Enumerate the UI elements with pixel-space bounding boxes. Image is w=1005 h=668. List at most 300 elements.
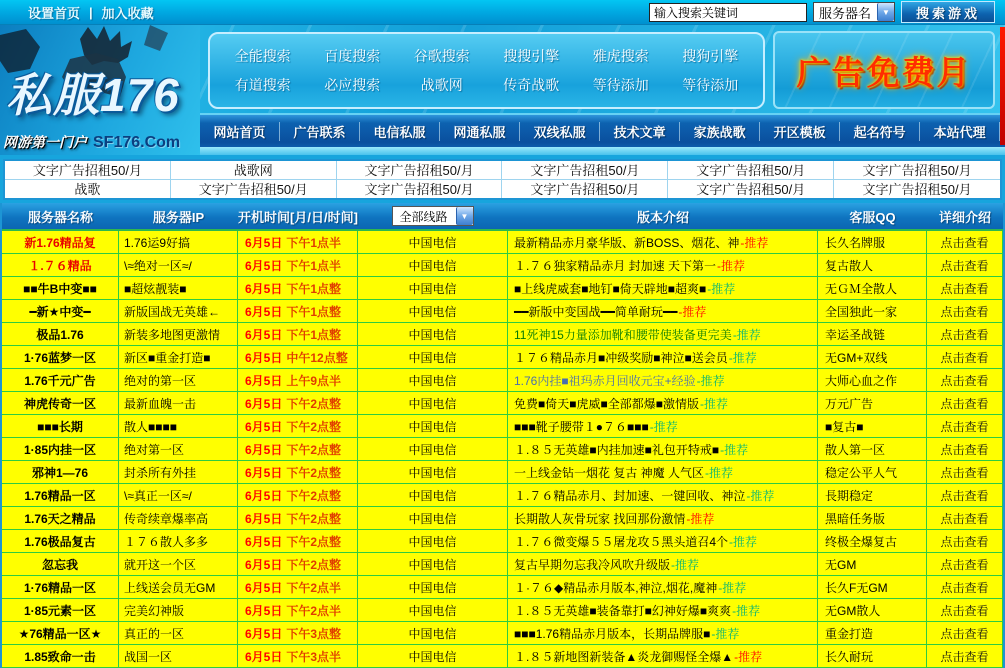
open-date: 6月5日 (245, 534, 283, 549)
text-ad-link[interactable]: 战歌 (5, 180, 171, 199)
service-qq: 重金打造 (818, 622, 927, 644)
server-name-link[interactable]: ━新★中变━ (2, 300, 119, 322)
open-date: 6月5日 (245, 304, 283, 319)
open-date: 6月5日 (245, 626, 283, 641)
open-date: 6月5日 (245, 258, 283, 273)
service-qq: 终极全爆复古 (818, 530, 927, 552)
open-clock: 下午1点半 (286, 235, 342, 250)
open-time (238, 323, 358, 345)
topbar-links (28, 3, 154, 22)
server-version (508, 346, 818, 368)
server-name-link[interactable]: ■■牛B中变■■ (2, 277, 119, 299)
col-header-line (358, 206, 508, 226)
server-name-link[interactable]: 1.76精品一区 (2, 484, 119, 506)
recommend-tag: -推荐 (686, 511, 715, 526)
version-text: 1.76内挂■祖玛赤月回收元宝+经验 (514, 373, 696, 388)
server-ip: 就开这一个区 (119, 553, 238, 575)
server-line: 中国电信 (358, 461, 508, 483)
text-ad-link[interactable]: 文字广告招租50/月 (502, 180, 668, 199)
server-version (508, 530, 818, 552)
service-qq: 长久耐玩 (818, 645, 927, 667)
version-text: ━━新版中变国战━━简单耐玩━━ (514, 304, 678, 319)
table-row (2, 323, 1003, 346)
recommend-tag: -推荐 (700, 396, 728, 411)
text-ad-link[interactable]: 文字广告招租50/月 (337, 161, 503, 180)
recommend-tag: -推荐 (711, 626, 740, 641)
version-text: ■上线虎威套■地钉■倚天辟地■超爽■ (514, 281, 707, 296)
text-ad-grid (3, 159, 1002, 200)
server-name-link[interactable]: 极品1.76 (2, 323, 119, 345)
open-clock: 下午1点整 (286, 304, 342, 319)
detail-link[interactable]: 点击查看 (927, 438, 1003, 460)
server-line: 中国电信 (358, 507, 508, 529)
version-text: １.８５新地图新装备▲炎龙御赐怪全爆▲ (514, 649, 734, 664)
version-text: 11死神15力量添加靴和腰带使装备更完美 (514, 327, 732, 342)
red-edge-strip (1000, 27, 1005, 145)
recommend-tag: -推荐 (734, 649, 763, 664)
server-line: 中国电信 (358, 576, 508, 598)
text-ad-link[interactable]: 文字广告招租50/月 (834, 161, 1000, 180)
open-date: 6月5日 (245, 603, 283, 618)
open-clock: 下午2点整 (286, 511, 342, 526)
table-row (2, 369, 1003, 392)
server-version (508, 484, 818, 506)
server-line: 中国电信 (358, 346, 508, 368)
server-version (508, 369, 818, 391)
service-qq: 无GM散人 (818, 599, 927, 621)
detail-link[interactable]: 点击查看 (927, 392, 1003, 414)
line-filter-value: 全部线路 (399, 209, 448, 224)
server-line: 中国电信 (358, 530, 508, 552)
table-row (2, 576, 1003, 599)
open-clock: 下午2点整 (286, 488, 342, 503)
search-links-panel (208, 32, 765, 109)
topbar-search (649, 1, 999, 23)
server-name-link[interactable]: 新1.76精品复 (2, 231, 119, 253)
line-filter-select[interactable] (392, 206, 473, 226)
recommend-tag: -推荐 (696, 373, 725, 388)
server-ip: 完美幻神版 (119, 599, 238, 621)
text-ad-link[interactable]: 文字广告招租50/月 (5, 161, 171, 180)
server-name-link[interactable]: 邪神1—76 (2, 461, 119, 483)
open-time (238, 507, 358, 529)
service-qq: 散人第一区 (818, 438, 927, 460)
open-time (238, 277, 358, 299)
table-row (2, 415, 1003, 438)
detail-link[interactable]: 点击查看 (927, 323, 1003, 345)
table-row (2, 438, 1003, 461)
search-link[interactable]: 搜搜引擎 (503, 48, 560, 64)
server-version (508, 438, 818, 460)
server-line: 中国电信 (358, 369, 508, 391)
service-qq: 幸运圣战链 (818, 323, 927, 345)
version-text: 免费■倚天■虎威■全部都爆■激情版 (514, 396, 699, 411)
search-link[interactable]: 等待添加 (592, 77, 649, 93)
open-clock: 下午2点整 (286, 557, 342, 572)
server-version (508, 231, 818, 253)
server-line: 中国电信 (358, 277, 508, 299)
server-ip: ■超炫靓装■ (119, 277, 238, 299)
open-date: 6月5日 (245, 350, 283, 365)
service-qq: 无ＧＭ全散人 (818, 277, 927, 299)
detail-link[interactable]: 点击查看 (927, 346, 1003, 368)
server-line: 中国电信 (358, 323, 508, 345)
detail-link[interactable]: 点击查看 (927, 254, 1003, 276)
table-row (2, 231, 1003, 254)
open-date: 6月5日 (245, 465, 283, 480)
server-name-link[interactable]: 1.76极品复古 (2, 530, 119, 552)
server-ip: 真正的一区 (119, 622, 238, 644)
header-right (200, 25, 1005, 155)
open-date: 6月5日 (245, 235, 283, 250)
nav-substrip (200, 147, 1005, 155)
nav-link[interactable]: 起名符号 (840, 122, 920, 141)
server-table-header (2, 203, 1003, 231)
server-ip: 散人■■■■ (119, 415, 238, 437)
table-row (2, 461, 1003, 484)
table-row (2, 507, 1003, 530)
server-line: 中国电信 (358, 484, 508, 506)
server-version (508, 507, 818, 529)
header (0, 25, 1005, 155)
server-version (508, 323, 818, 345)
open-time (238, 231, 358, 253)
detail-link[interactable]: 点击查看 (927, 277, 1003, 299)
server-name-link[interactable]: １.７６精品 (2, 254, 119, 276)
open-date: 6月5日 (245, 327, 283, 342)
version-text: １.７６精品赤月、封加速、一键回收、神泣 (514, 488, 746, 503)
search-link[interactable]: 必应搜索 (324, 77, 381, 93)
open-date: 6月5日 (245, 580, 283, 595)
detail-link[interactable]: 点击查看 (927, 300, 1003, 322)
server-ip: \≈真正一区≈/ (119, 484, 238, 506)
detail-link[interactable]: 点击查看 (927, 507, 1003, 529)
server-ip: \≈绝对一区≈/ (119, 254, 238, 276)
open-clock: 下午2点整 (286, 442, 342, 457)
service-qq: 黑暗任务版 (818, 507, 927, 529)
detail-link[interactable]: 点击查看 (927, 415, 1003, 437)
server-name-link[interactable]: 1·76精品一区 (2, 576, 119, 598)
server-line: 中国电信 (358, 415, 508, 437)
text-ad-link[interactable]: 文字广告招租50/月 (171, 180, 337, 199)
recommend-tag: -推荐 (718, 580, 747, 595)
table-row (2, 645, 1003, 668)
open-time (238, 300, 358, 322)
search-links-row1 (218, 46, 755, 66)
server-line: 中国电信 (358, 599, 508, 621)
detail-link[interactable]: 点击查看 (927, 530, 1003, 552)
server-ip: 绝对第一区 (119, 438, 238, 460)
col-header-time: 开机时间[月/日/时间] (238, 209, 358, 225)
open-time (238, 438, 358, 460)
service-qq: ■复古■ (818, 415, 927, 437)
service-qq: 长久名牌服 (818, 231, 927, 253)
logo-bottom (3, 132, 180, 152)
server-ip: 传奇续章爆率高 (119, 507, 238, 529)
open-date: 6月5日 (245, 373, 283, 388)
recommend-tag: -推荐 (720, 442, 749, 457)
server-version (508, 553, 818, 575)
nav-link[interactable]: 开区模板 (760, 122, 840, 141)
open-clock: 下午1点整 (286, 281, 342, 296)
table-row (2, 254, 1003, 277)
col-header-detail: 详细介绍 (938, 209, 991, 225)
col-header-name: 服务器名称 (27, 209, 93, 225)
table-row (2, 599, 1003, 622)
version-text: 长期散人灰骨玩家 找回那份激情 (514, 511, 686, 526)
recommend-tag: -推荐 (732, 603, 761, 618)
server-line: 中国电信 (358, 231, 508, 253)
server-ip: 1.76运9好搞 (119, 231, 238, 253)
table-row (2, 392, 1003, 415)
version-text: 最新精品赤月豪华版、新BOSS、烟花、神 (514, 235, 740, 250)
site-logo[interactable] (0, 25, 200, 155)
server-name-link[interactable]: 1·85内挂一区 (2, 438, 119, 460)
server-version (508, 576, 818, 598)
server-name-link[interactable]: 神虎传奇一区 (2, 392, 119, 414)
open-time (238, 622, 358, 644)
topbar (0, 0, 1005, 25)
server-table-body (2, 231, 1003, 668)
server-version (508, 461, 818, 483)
table-row (2, 622, 1003, 645)
detail-link[interactable]: 点击查看 (927, 576, 1003, 598)
service-qq: 全国独此一家 (818, 300, 927, 322)
server-version (508, 392, 818, 414)
detail-link[interactable]: 点击查看 (927, 645, 1003, 667)
logo-domain: SF176.Com (93, 134, 181, 151)
topbar-separator: | (89, 4, 93, 20)
detail-link[interactable]: 点击查看 (927, 231, 1003, 253)
detail-link[interactable]: 点击查看 (927, 599, 1003, 621)
chevron-down-icon[interactable]: ▼ (877, 3, 894, 21)
open-time (238, 576, 358, 598)
open-clock: 下午2点半 (286, 603, 342, 618)
text-ad-link[interactable]: 文字广告招租50/月 (862, 182, 972, 198)
text-ad-link[interactable]: 文字广告招租50/月 (502, 161, 668, 180)
open-time (238, 645, 358, 667)
service-qq: 长久F无GM (818, 576, 927, 598)
open-time (238, 461, 358, 483)
recommend-tag: -推荐 (705, 465, 734, 480)
version-text: １.７６微变爆５５屠龙攻５黑头道召4个 (514, 534, 729, 549)
server-ip: 绝对的第一区 (119, 369, 238, 391)
detail-link[interactable]: 点击查看 (927, 553, 1003, 575)
detail-link[interactable]: 点击查看 (927, 622, 1003, 644)
search-link[interactable]: 传奇战歌 (503, 77, 560, 93)
search-link[interactable]: 雅虎搜索 (592, 48, 649, 64)
open-time (238, 415, 358, 437)
nav-link[interactable]: 技术文章 (600, 122, 680, 141)
server-ip: 战国一区 (119, 645, 238, 667)
recommend-tag: -推荐 (729, 534, 758, 549)
server-version (508, 300, 818, 322)
open-clock: 下午2点整 (286, 465, 342, 480)
server-line: 中国电信 (358, 622, 508, 644)
search-type-select[interactable] (813, 2, 895, 22)
search-type-value: 服务器名 (818, 5, 871, 21)
nav-link[interactable]: 广告联系 (280, 122, 360, 141)
main-nav (200, 113, 1005, 147)
set-homepage-link[interactable]: 设置首页 (28, 5, 81, 21)
service-qq: 万元广告 (818, 392, 927, 414)
detail-link[interactable]: 点击查看 (927, 369, 1003, 391)
open-time (238, 530, 358, 552)
table-row (2, 553, 1003, 576)
open-date: 6月5日 (245, 649, 283, 664)
detail-link[interactable]: 点击查看 (927, 461, 1003, 483)
recommend-tag: -推荐 (707, 281, 736, 296)
detail-link[interactable]: 点击查看 (927, 484, 1003, 506)
text-ad-link[interactable]: 文字广告招租50/月 (337, 180, 503, 199)
search-link[interactable]: 谷歌搜索 (413, 48, 470, 64)
open-clock: 上午9点半 (286, 373, 342, 388)
open-date: 6月5日 (245, 396, 283, 411)
server-name-link[interactable]: 1.76千元广告 (2, 369, 119, 391)
server-name-link[interactable]: 1.76天之精品 (2, 507, 119, 529)
text-ad-link[interactable]: 文字广告招租50/月 (668, 161, 834, 180)
version-text: １.８５无英雄■装备靠打■幻神好爆■爽爽 (514, 603, 732, 618)
server-version (508, 645, 818, 667)
recommend-tag: -推荐 (678, 304, 707, 319)
open-clock: 下午2点整 (286, 534, 342, 549)
server-version (508, 599, 818, 621)
nav-link[interactable]: 网站首页 (200, 122, 280, 141)
nav-link[interactable]: 家族战歌 (680, 122, 760, 141)
server-name-link[interactable]: 1·85元素一区 (2, 599, 119, 621)
server-ip: 最新血魄一击 (119, 392, 238, 414)
table-row (2, 277, 1003, 300)
server-ip: １７６散人多多 (119, 530, 238, 552)
recommend-tag: -推荐 (732, 327, 761, 342)
chevron-down-icon[interactable]: ▼ (456, 207, 473, 225)
version-text: １７６精品赤月■冲级奖励■神泣■送会员 (514, 350, 728, 365)
logo-title: 私服176 (6, 69, 180, 121)
server-version (508, 254, 818, 276)
service-qq: 稳定公平人气 (818, 461, 927, 483)
server-name-link[interactable]: 忽忘我 (2, 553, 119, 575)
open-clock: 下午1点半 (286, 258, 342, 273)
version-text: 复古早期勿忘我冷风吹升级版 (514, 557, 671, 572)
nav-link[interactable]: 网通私服 (440, 122, 520, 141)
search-input[interactable] (649, 3, 807, 22)
open-time (238, 346, 358, 368)
recommend-tag: -推荐 (740, 235, 769, 250)
table-row (2, 530, 1003, 553)
col-header-version: 版本介绍 (636, 209, 689, 225)
header-top (200, 25, 1005, 113)
ad-banner-text: 广告免费月 (796, 53, 972, 91)
recommend-tag: -推荐 (717, 258, 746, 273)
text-ad-link[interactable]: 战歌网 (171, 161, 337, 180)
search-link[interactable]: 搜狗引擎 (682, 48, 739, 64)
open-time (238, 254, 358, 276)
server-ip: 新装多地图更激情 (119, 323, 238, 345)
open-clock: 下午3点整 (286, 626, 342, 641)
search-game-button[interactable]: 搜索游戏 (901, 1, 995, 23)
version-text: ■■■1.76精品赤月版本，长期品牌服■ (514, 626, 711, 641)
search-link[interactable]: 有道搜索 (234, 77, 291, 93)
nav-link[interactable]: 本站代理 (920, 122, 1000, 141)
open-date: 6月5日 (245, 557, 283, 572)
open-date: 6月5日 (245, 281, 283, 296)
server-ip: 新版国战无英雄← (119, 300, 238, 322)
col-header-qq: 客服QQ (849, 209, 896, 225)
open-time (238, 484, 358, 506)
open-date: 6月5日 (245, 442, 283, 457)
server-version (508, 415, 818, 437)
nav-link[interactable]: 双线私服 (520, 122, 600, 141)
search-link[interactable]: 等待添加 (682, 77, 739, 93)
open-clock: 中午12点整 (286, 350, 348, 365)
version-text: １·７６◆精品赤月版本,神泣,烟花,魔神 (514, 580, 718, 595)
open-time (238, 392, 358, 414)
open-date: 6月5日 (245, 419, 283, 434)
server-ip: 新区■重金打造■ (119, 346, 238, 368)
server-name-link[interactable]: ■■■长期 (2, 415, 119, 437)
search-links-row2 (218, 75, 755, 95)
service-qq: 无GM (818, 553, 927, 575)
server-line: 中国电信 (358, 553, 508, 575)
open-clock: 下午2点整 (286, 419, 342, 434)
server-line: 中国电信 (358, 438, 508, 460)
open-time (238, 369, 358, 391)
service-qq: 大师心血之作 (818, 369, 927, 391)
open-time (238, 599, 358, 621)
open-clock: 下午3点半 (286, 649, 342, 664)
server-ip: 封杀所有外挂 (119, 461, 238, 483)
ad-banner[interactable] (773, 31, 995, 109)
search-link[interactable]: 全能搜索 (234, 48, 291, 64)
server-name-link[interactable]: 1.85致命一击 (2, 645, 119, 667)
open-date: 6月5日 (245, 511, 283, 526)
open-clock: 下午2点半 (286, 580, 342, 595)
table-row (2, 346, 1003, 369)
version-text: 一上线金钻一烟花 复古 神魔 人气区 (514, 465, 705, 480)
text-ad-link[interactable]: 文字广告招租50/月 (668, 180, 834, 199)
service-qq: 复古散人 (818, 254, 927, 276)
open-date: 6月5日 (245, 488, 283, 503)
search-link[interactable]: 百度搜索 (324, 48, 381, 64)
col-header-ip: 服务器IP (152, 209, 205, 225)
table-row (2, 300, 1003, 323)
recommend-tag: -推荐 (649, 419, 678, 434)
version-text: １.７６独家精品赤月 封加速 天下第一 (514, 258, 717, 273)
service-qq: 長期稳定 (818, 484, 927, 506)
recommend-tag: -推荐 (728, 350, 757, 365)
server-name-link[interactable]: ★76精品一区★ (2, 622, 119, 644)
recommend-tag: -推荐 (671, 557, 700, 572)
server-line: 中国电信 (358, 254, 508, 276)
version-text: １.８５无英雄■内挂加速■礼包开特戒■ (514, 442, 720, 457)
server-line: 中国电信 (358, 300, 508, 322)
logo-slogan: 网游第一门户 (3, 134, 87, 150)
version-text: ■■■靴子腰带１●７６■■■ (514, 419, 649, 434)
open-time (238, 553, 358, 575)
table-row (2, 484, 1003, 507)
open-clock: 下午2点整 (286, 396, 342, 411)
service-qq: 无GM+双线 (818, 346, 927, 368)
search-link[interactable]: 战歌网 (420, 77, 463, 93)
server-ip: 上线送会员无GM (119, 576, 238, 598)
server-version (508, 277, 818, 299)
server-line: 中国电信 (358, 645, 508, 667)
server-line: 中国电信 (358, 392, 508, 414)
server-name-link[interactable]: 1·76蓝梦一区 (2, 346, 119, 368)
add-favorite-link[interactable]: 加入收藏 (101, 5, 154, 21)
open-clock: 下午1点整 (286, 327, 342, 342)
nav-link[interactable]: 电信私服 (360, 122, 440, 141)
